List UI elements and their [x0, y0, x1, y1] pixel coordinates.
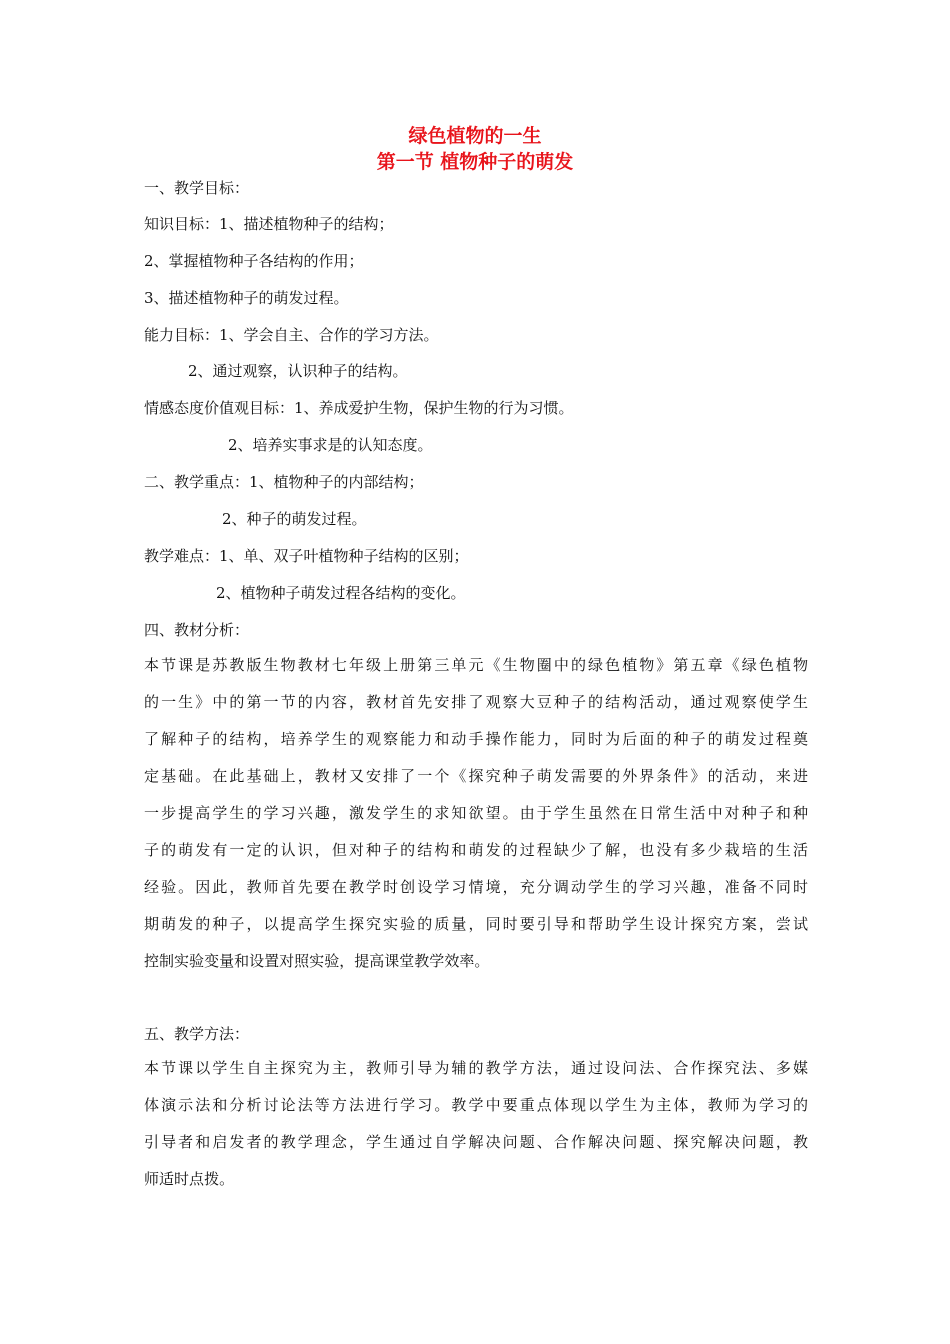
key-point-2: 2、种子的萌发过程。: [222, 510, 367, 528]
page-title: 绿色植物的一生: [408, 125, 542, 147]
paragraph-line: 本 节 课 是 苏 教 版 生 物 教 材 七 年 级 上 册 第 三 单 元 《 生 物 圈 中 的 绿 色 植 物 》 第 五 章 《 绿 色 植 物: [144, 656, 808, 674]
section-key-points: 二、教学重点：1、植物种子的内部结构；: [144, 473, 424, 491]
knowledge-goal-1: 知识目标：1、描述植物种子的结构；: [144, 215, 394, 233]
analysis-paragraph: [144, 647, 808, 980]
paragraph-line: 的 一 生 》 中 的 第 一 节 的 内 容 ， 教 材 首 先 安 排 了 观 察 大 豆 种 子 的 结 构 活 动 ， 通 过 观 察 使 学 生: [144, 693, 808, 711]
emotion-goal-1: 情感态度价值观目标：1、养成爱护生物，保护生物的行为习惯。: [144, 399, 574, 417]
paragraph-line: 本 节 课 以 学 生 自 主 探 究 为 主 ， 教 师 引 导 为 辅 的 教 学 方 法 ， 通 过 设 问 法 、 合 作 探 究 法 、 多 媒: [144, 1059, 808, 1077]
methods-paragraph: [144, 1050, 808, 1198]
section-methods: 五、教学方法：: [144, 1025, 250, 1043]
paragraph-line: 体 演 示 法 和 分 析 讨 论 法 等 方 法 进 行 学 习 。 教 学 中 要 重 点 体 现 以 学 生 为 主 体 ， 教 师 为 学 习 的: [144, 1096, 808, 1114]
paragraph-line: 师 适 时 点 拨 。: [144, 1170, 235, 1188]
page-subtitle: 第一节 植物种子的萌发: [376, 151, 574, 173]
paragraph-line: 一 步 提 高 学 生 的 学 习 兴 趣 ， 激 发 学 生 的 求 知 欲 望 。 由 于 学 生 虽 然 在 日 常 生 活 中 对 种 子 和 种: [144, 804, 808, 822]
section-objectives: 一、教学目标：: [144, 179, 250, 197]
knowledge-goal-2: 2、掌握植物种子各结构的作用；: [144, 252, 364, 270]
section-analysis: 四、教材分析：: [144, 621, 250, 639]
difficulty-2: 2、植物种子萌发过程各结构的变化。: [216, 584, 466, 602]
knowledge-goal-3: 3、描述植物种子的萌发过程。: [144, 289, 349, 307]
difficulty-1: 教学难点：1、单、双子叶植物种子结构的区别；: [144, 547, 469, 565]
paragraph-line: 经 验 。 因 此 ， 教 师 首 先 要 在 教 学 时 创 设 学 习 情 境 ， 充 分 调 动 学 生 的 学 习 兴 趣 ， 准 备 不 同 时: [144, 878, 808, 896]
paragraph-line: 期 萌 发 的 种 子 ， 以 提 高 学 生 探 究 实 验 的 质 量 ， 同 时 要 引 导 和 帮 助 学 生 设 计 探 究 方 案 ， 尝 试: [144, 915, 808, 933]
paragraph-line: 定 基 础 。 在 此 基 础 上 ， 教 材 又 安 排 了 一 个 《 探 究 种 子 萌 发 需 要 的 外 界 条 件 》 的 活 动 ， 来 进: [144, 767, 808, 785]
paragraph-line: 控 制 实 验 变 量 和 设 置 对 照 实 验 ， 提 高 课 堂 教 学 效 率 。: [144, 952, 490, 970]
emotion-goal-2: 2、培养实事求是的认知态度。: [228, 436, 433, 454]
ability-goal-1: 能力目标：1、学会自主、合作的学习方法。: [144, 326, 439, 344]
ability-goal-2: 2、通过观察，认识种子的结构。: [188, 362, 408, 380]
paragraph-line: 子 的 萌 发 有 一 定 的 认 识 ， 但 对 种 子 的 结 构 和 萌 发 的 过 程 缺 少 了 解 ， 也 没 有 多 少 栽 培 的 生 活: [144, 841, 808, 859]
paragraph-line: 引 导 者 和 启 发 者 的 教 学 理 念 ， 学 生 通 过 自 学 解 决 问 题 、 合 作 解 决 问 题 、 探 究 解 决 问 题 ， 教: [144, 1133, 808, 1151]
paragraph-line: 了 解 种 子 的 结 构 ， 培 养 学 生 的 观 察 能 力 和 动 手 操 作 能 力 ， 同 时 为 后 面 的 种 子 的 萌 发 过 程 奠: [144, 730, 808, 748]
